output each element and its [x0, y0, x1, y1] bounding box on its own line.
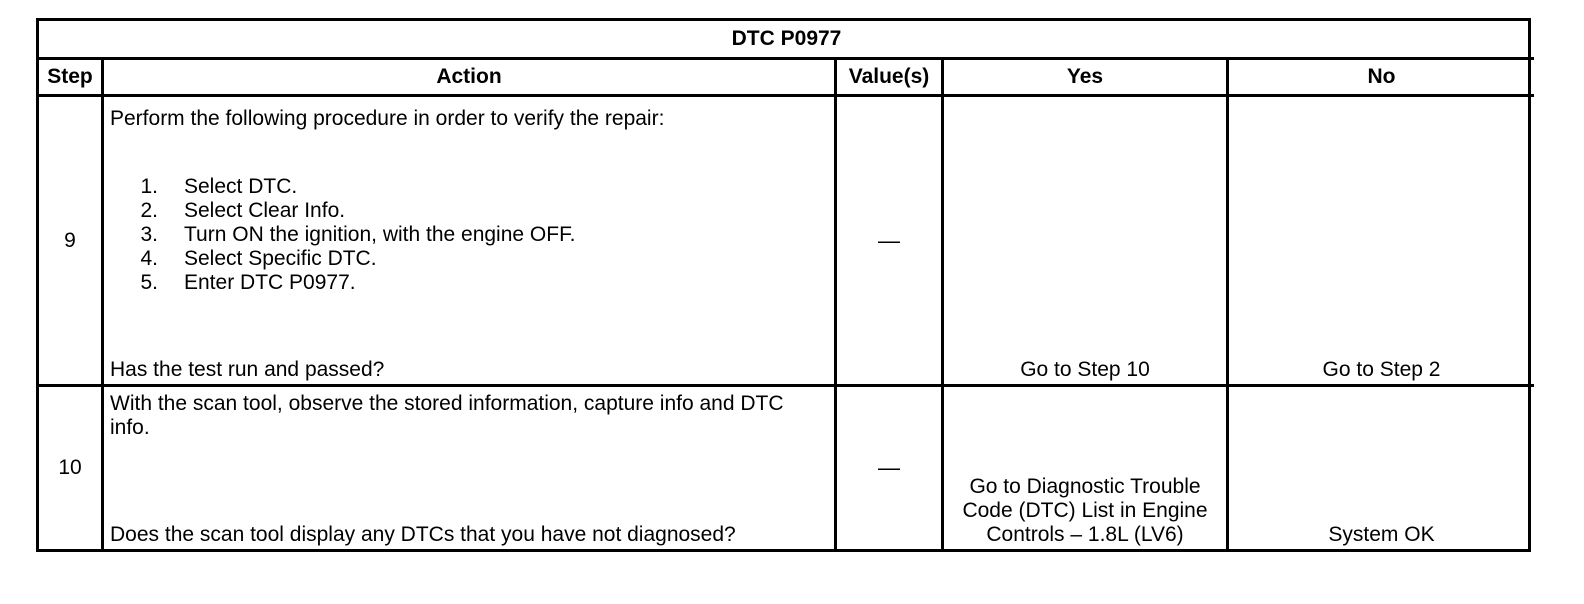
step-9-yes: Go to Step 10 [944, 97, 1229, 387]
procedure-item [110, 247, 828, 271]
procedure-item-text: Select Clear Info. [184, 199, 346, 222]
procedure-item-number: 4. [140, 247, 158, 270]
header-values: Value(s) [837, 60, 944, 97]
step-10-question: Does the scan tool display any DTCs that you have not diagnosed? [110, 523, 736, 546]
procedure-item [110, 271, 828, 295]
header-yes: Yes [944, 60, 1229, 97]
header-step: Step [39, 60, 104, 97]
step-10-value: — [837, 387, 944, 549]
procedure-item-number: 1. [140, 175, 158, 198]
step-10-no: System OK [1328, 523, 1435, 546]
step-10-yes: Go to Diagnostic Trouble Code (DTC) List in Engine Controls – 1.8L (LV6) [944, 387, 1229, 549]
step-9-number: 9 [39, 97, 104, 387]
step-9-value: — [837, 97, 944, 387]
step-9-no: Go to Step 2 [1229, 97, 1534, 387]
step-9-question: Has the test run and passed? [110, 358, 385, 381]
table-title: DTC P0977 [39, 21, 1534, 60]
step-10-action [104, 387, 837, 549]
procedure-item [110, 223, 828, 247]
diagnostic-table [36, 18, 1531, 552]
step-10-number: 10 [39, 387, 104, 549]
procedure-item-text: Select Specific DTC. [184, 247, 377, 270]
header-no: No [1229, 60, 1534, 97]
procedure-item-text: Turn ON the ignition, with the engine OFF. [184, 223, 576, 246]
procedure-item-text: Enter DTC P0977. [184, 271, 356, 294]
procedure-item-number: 3. [140, 223, 158, 246]
procedure-item-text: Select DTC. [184, 175, 298, 198]
step-9-intro: Perform the following procedure in order to verify the repair: [110, 107, 665, 130]
header-action: Action [104, 60, 837, 97]
procedure-item [110, 199, 828, 223]
step-9-action [104, 97, 837, 387]
step-9-procedure-list [110, 175, 828, 295]
procedure-item-number: 2. [140, 199, 158, 222]
procedure-item-number: 5. [140, 271, 158, 294]
procedure-item [110, 175, 828, 199]
step-10-intro: With the scan tool, observe the stored information, capture info and DTC info. [110, 392, 784, 439]
